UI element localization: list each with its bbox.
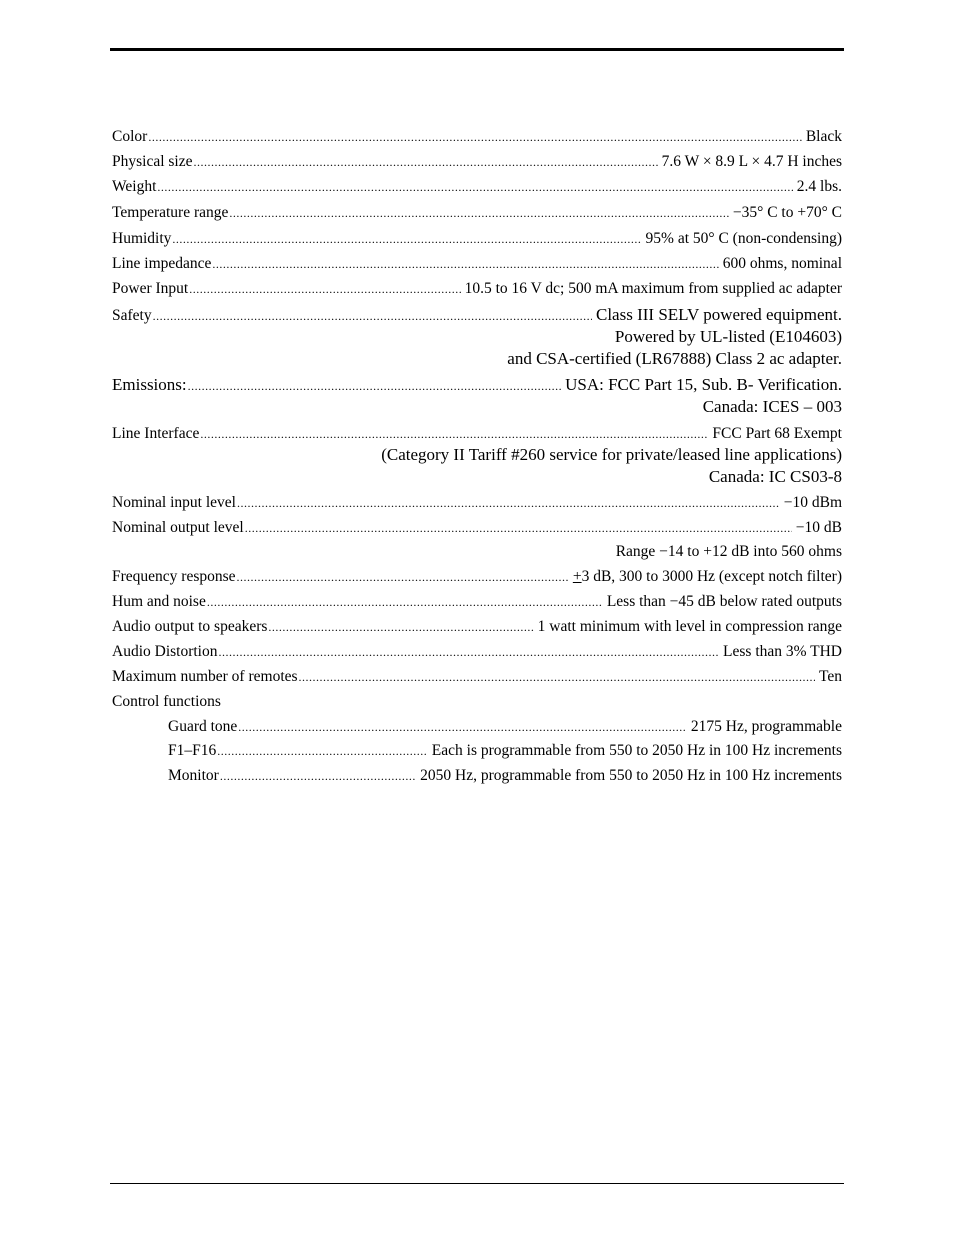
spec-continuation: (Category II Tariff #260 service for private/leased line applications) — [381, 445, 842, 464]
spec-row-hum-and-noise — [112, 592, 842, 612]
control-row-f1-f16 — [168, 741, 842, 761]
spec-row-nominal-output-level — [112, 518, 842, 538]
spec-label: Maximum number of remotes — [112, 668, 298, 685]
dot-leader — [217, 741, 428, 761]
spec-label: Audio Distortion — [112, 643, 218, 660]
spec-value: FCC Part 68 Exempt — [712, 425, 842, 442]
spec-row-nominal-input-level — [112, 493, 842, 513]
spec-value: Class III SELV powered equipment. — [596, 305, 842, 324]
dot-leader — [268, 617, 533, 637]
spec-value: Ten — [818, 668, 842, 685]
spec-continuation: Canada: IC CS03-8 — [708, 467, 842, 486]
dot-leader — [188, 375, 561, 396]
spec-row-color — [112, 127, 842, 147]
control-label: Guard tone — [168, 718, 238, 735]
spec-row-humidity — [112, 229, 842, 249]
spec-label: Control functions — [112, 693, 221, 710]
spec-label: Safety — [112, 307, 152, 324]
spec-row-temperature-range — [112, 203, 842, 223]
plus-minus-sign: + — [572, 568, 582, 585]
dot-leader — [189, 279, 460, 299]
dot-leader — [200, 424, 708, 444]
spec-label: Audio output to speakers — [112, 618, 268, 635]
dot-leader — [237, 567, 569, 587]
spec-value: Less than 3% THD — [723, 643, 842, 660]
spec-value-text: 3 dB, 300 to 3000 Hz (except notch filter) — [581, 568, 842, 585]
dot-leader — [238, 717, 687, 737]
spec-label: Line Interface — [112, 425, 200, 442]
spec-row-emissions — [112, 375, 842, 396]
control-value: Each is programmable from 550 to 2050 Hz in 100 Hz increments — [431, 742, 842, 759]
control-value: 2175 Hz, programmable — [690, 718, 842, 735]
spec-label: Line impedance — [112, 255, 212, 272]
control-label: F1–F16 — [168, 742, 217, 759]
spec-label: Temperature range — [112, 204, 229, 221]
spec-continuation: Canada: ICES – 003 — [702, 397, 842, 416]
control-label: Monitor — [168, 767, 219, 784]
dot-leader — [219, 642, 720, 662]
spec-value: Less than −45 dB below rated outputs — [606, 593, 842, 610]
control-row-guard-tone — [168, 717, 842, 737]
dot-leader — [207, 592, 603, 612]
spec-label: Physical size — [112, 153, 193, 170]
spec-row-power-input — [112, 279, 842, 299]
spec-label: Nominal output level — [112, 519, 244, 536]
control-row-monitor — [168, 766, 842, 786]
spec-value: 2.4 lbs. — [796, 178, 842, 195]
spec-row-safety — [112, 305, 842, 326]
spec-row-frequency-response — [112, 567, 842, 587]
spec-value: −35° C to +70° C — [732, 204, 842, 221]
spec-row-line-interface — [112, 424, 842, 444]
spec-continuation: and CSA-certified (LR67888) Class 2 ac adapter. — [507, 349, 842, 368]
spec-value: USA: FCC Part 15, Sub. B- Verification. — [565, 375, 842, 394]
spec-value: −10 dBm — [783, 494, 842, 511]
spec-value: Black — [805, 128, 842, 145]
dot-leader — [220, 766, 416, 786]
control-value: 2050 Hz, programmable from 550 to 2050 Hz in 100 Hz increments — [420, 767, 842, 784]
spec-label: Emissions: — [112, 375, 187, 394]
spec-value: −10 dB — [795, 519, 842, 536]
spec-row-audio-distortion — [112, 642, 842, 662]
spec-value: 95% at 50° C (non-condensing) — [645, 230, 842, 247]
spec-continuation: Range −14 to +12 dB into 560 ohms — [615, 543, 842, 560]
spec-row-audio-output — [112, 617, 842, 637]
spec-label: Humidity — [112, 230, 172, 247]
dot-leader — [299, 667, 815, 687]
spec-row-weight — [112, 177, 842, 197]
dot-leader — [237, 493, 780, 513]
dot-leader — [172, 229, 641, 249]
dot-leader — [153, 306, 592, 326]
dot-leader — [148, 127, 802, 147]
spec-label: Color — [112, 128, 148, 145]
spec-label: Hum and noise — [112, 593, 206, 610]
spec-row-physical-size — [112, 152, 842, 172]
spec-continuation: Powered by UL-listed (E104603) — [614, 327, 842, 346]
spec-value: 600 ohms, nominal — [722, 255, 842, 272]
spec-row-line-impedance — [112, 254, 842, 274]
header-rule — [110, 48, 844, 51]
spec-value: 1 watt minimum with level in compression range — [537, 618, 842, 635]
spec-value: 7.6 W × 8.9 L × 4.7 H inches — [661, 153, 842, 170]
dot-leader — [157, 177, 792, 197]
spec-label: Weight — [112, 178, 157, 195]
spec-row-max-remotes — [112, 667, 842, 687]
spec-label: Frequency response — [112, 568, 236, 585]
spec-label: Nominal input level — [112, 494, 236, 511]
dot-leader — [229, 203, 728, 223]
footer-rule — [110, 1183, 844, 1184]
spec-label: Power Input — [112, 280, 189, 297]
dot-leader — [245, 518, 792, 538]
dot-leader — [212, 254, 718, 274]
spec-value: 10.5 to 16 V dc; 500 mA maximum from supplied ac adapter — [464, 280, 842, 297]
dot-leader — [194, 152, 658, 172]
spec-row-control-functions — [112, 692, 842, 712]
spec-value — [573, 567, 842, 587]
